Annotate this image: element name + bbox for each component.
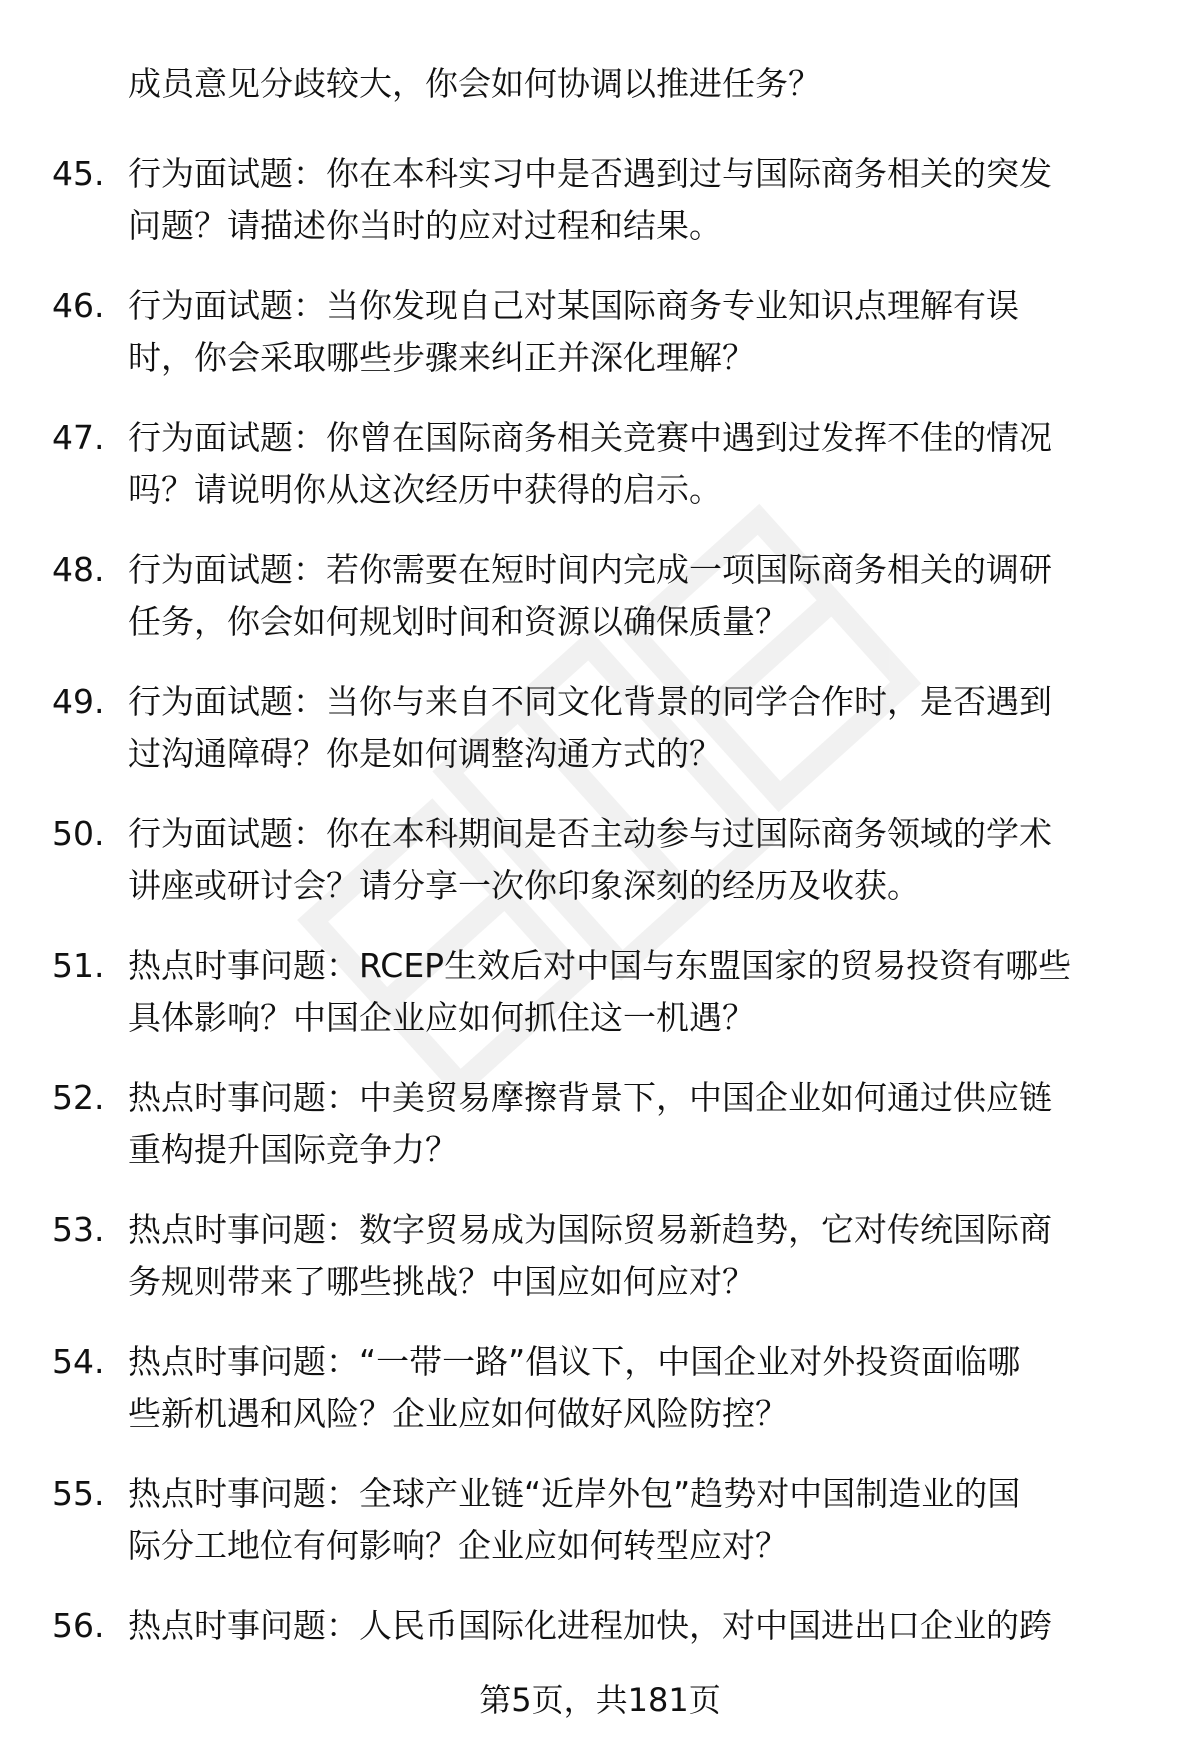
page-footer: 第5页，共181页 <box>479 1681 721 1719</box>
question-line: 热点时事问题：全球产业链“近岸外包”趋势对中国制造业的国 <box>128 1474 1021 1513</box>
question-item <box>0 280 1200 412</box>
question-number: 54. <box>52 1342 105 1381</box>
question-line: 际分工地位有何影响？企业应如何转型应对？ <box>128 1526 788 1565</box>
question-text <box>128 1468 1158 1572</box>
question-line: 行为面试题：当你与来自不同文化背景的同学合作时，是否遇到 <box>128 682 1052 721</box>
question-item <box>0 1204 1200 1336</box>
question-line: 具体影响？中国企业应如何抓住这一机遇？ <box>128 998 755 1037</box>
question-line: 吗？请说明你从这次经历中获得的启示。 <box>128 470 722 509</box>
question-text <box>128 148 1158 252</box>
question-item <box>0 1468 1200 1600</box>
continuation-text: 成员意见分歧较大，你会如何协调以推进任务？ <box>128 64 821 103</box>
question-line: 行为面试题：你在本科期间是否主动参与过国际商务领域的学术 <box>128 814 1052 853</box>
question-text <box>128 676 1158 780</box>
question-number: 53. <box>52 1210 105 1249</box>
question-text <box>128 280 1158 384</box>
question-line: 任务，你会如何规划时间和资源以确保质量？ <box>128 602 788 641</box>
question-number: 45. <box>52 154 105 193</box>
question-number: 48. <box>52 550 105 589</box>
question-line: 行为面试题：当你发现自己对某国际商务专业知识点理解有误 <box>128 286 1019 325</box>
question-line: 热点时事问题：“一带一路”倡议下，中国企业对外投资面临哪 <box>128 1342 1021 1381</box>
question-item <box>0 676 1200 808</box>
question-text <box>128 1600 1158 1652</box>
question-text <box>128 412 1158 516</box>
question-text <box>128 1336 1158 1440</box>
question-line: 行为面试题：你曾在国际商务相关竞赛中遇到过发挥不佳的情况 <box>128 418 1052 457</box>
question-number: 55. <box>52 1474 105 1513</box>
question-line: 重构提升国际竞争力？ <box>128 1130 458 1169</box>
question-number: 52. <box>52 1078 105 1117</box>
question-number: 46. <box>52 286 105 325</box>
question-item <box>0 148 1200 280</box>
question-line: 行为面试题：若你需要在短时间内完成一项国际商务相关的调研 <box>128 550 1052 589</box>
question-item <box>0 544 1200 676</box>
question-list <box>0 148 1200 1732</box>
question-text <box>128 808 1158 912</box>
question-line: 务规则带来了哪些挑战？中国应如何应对？ <box>128 1262 755 1301</box>
question-item <box>0 1336 1200 1468</box>
question-number: 49. <box>52 682 105 721</box>
question-number: 50. <box>52 814 105 853</box>
question-line: 热点时事问题：RCEP生效后对中国与东盟国家的贸易投资有哪些 <box>128 946 1072 985</box>
question-item <box>0 1072 1200 1204</box>
question-line: 些新机遇和风险？企业应如何做好风险防控？ <box>128 1394 788 1433</box>
question-text <box>128 1204 1158 1308</box>
question-number: 47. <box>52 418 105 457</box>
question-item <box>0 412 1200 544</box>
question-line: 讲座或研讨会？请分享一次你印象深刻的经历及收获。 <box>128 866 920 905</box>
question-number: 51. <box>52 946 105 985</box>
question-line: 热点时事问题：中美贸易摩擦背景下，中国企业如何通过供应链 <box>128 1078 1052 1117</box>
question-number: 56. <box>52 1606 105 1645</box>
question-text <box>128 1072 1158 1176</box>
question-text <box>128 544 1158 648</box>
question-item <box>0 808 1200 940</box>
question-line: 热点时事问题：人民币国际化进程加快，对中国进出口企业的跨 <box>128 1606 1052 1645</box>
question-item <box>0 940 1200 1072</box>
question-line: 时，你会采取哪些步骤来纠正并深化理解？ <box>128 338 755 377</box>
question-line: 问题？请描述你当时的应对过程和结果。 <box>128 206 722 245</box>
question-line: 热点时事问题：数字贸易成为国际贸易新趋势，它对传统国际商 <box>128 1210 1052 1249</box>
question-text <box>128 940 1158 1044</box>
question-line: 过沟通障碍？你是如何调整沟通方式的？ <box>128 734 722 773</box>
question-line: 行为面试题：你在本科实习中是否遇到过与国际商务相关的突发 <box>128 154 1052 193</box>
